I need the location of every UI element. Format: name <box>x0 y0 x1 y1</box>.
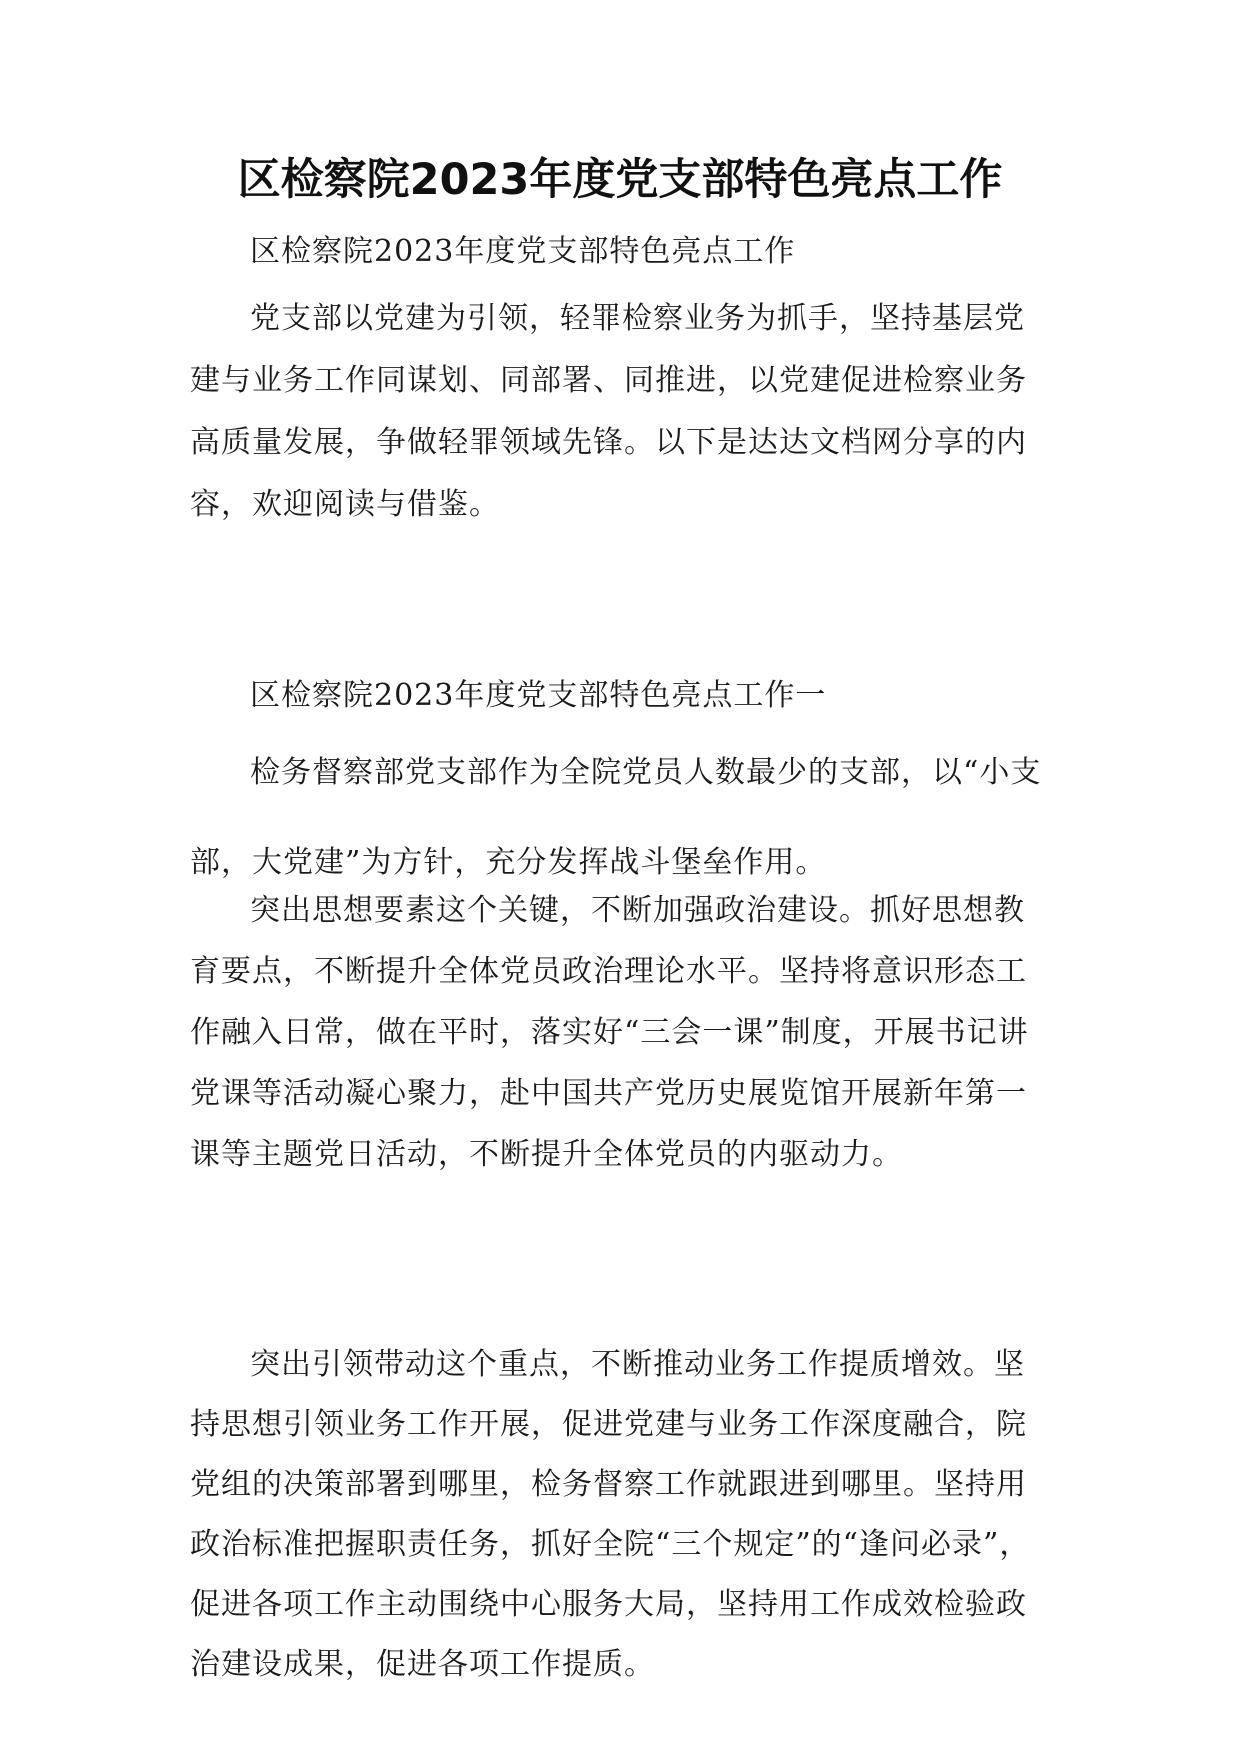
subtitle-line: 区检察院2023年度党支部特色亮点工作 <box>250 234 796 269</box>
lead-paragraph: 检务督察部党支部作为全院党员人数最少的支部，以“小支部，大党建”为方针，充分发挥战斗堡垒作用。 <box>190 755 1042 880</box>
intro-paragraph: 党支部以党建为引领，轻罪检察业务为抓手，坚持基层党建与业务工作同谋划、同部署、同推进，以党建促进检察业务高质量发展，争做轻罪领域先锋。以下是达达文档网分享的内容，欢迎阅读与借鉴。 <box>190 301 1027 522</box>
body-paragraph-1: 突出思想要素这个关键，不断加强政治建设。抓好思想教育要点，不断提升全体党员政治理论水平。坚持将意识形态工作融入日常，做在平时，落实好“三会一课”制度，开展书记讲党课等活动凝心聚力，赴中国共产党历史展览馆开展新年第一课等主题党日活动，不断提升全体党员的内驱动力。 <box>190 893 1029 1172</box>
section-heading: 区检察院2023年度党支部特色亮点工作一 <box>250 678 827 713</box>
document-title: 区检察院2023年度党支部特色亮点工作 <box>237 155 1003 205</box>
body-paragraph-2: 突出引领带动这个重点，不断推动业务工作提质增效。坚持思想引领业务工作开展，促进党建与业务工作深度融合，院党组的决策部署到哪里，检务督察工作就跟进到哪里。坚持用政治标准把握职责任务，抓好全院“三个规定”的“逢问必录”，促进各项工作主动围绕中心服务大局，坚持用工作成效检验政治建设成果，促进各项工作提质。 <box>190 1347 1031 1682</box>
